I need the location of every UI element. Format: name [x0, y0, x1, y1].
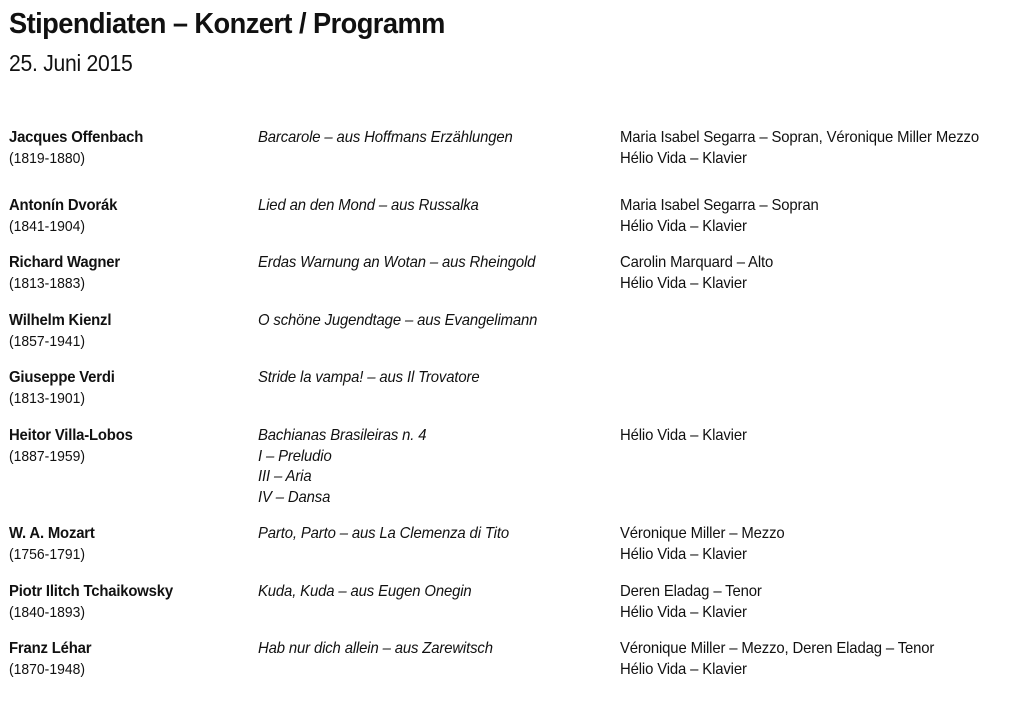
performer-line: Carolin Marquard – Alto	[620, 254, 774, 271]
composer-name: Antonín Dvorák	[9, 197, 118, 214]
work-title: Barcarole – aus Hoffmans Erzählungen	[258, 129, 513, 146]
work-cell	[258, 128, 532, 149]
work-cell	[258, 368, 496, 389]
work-title: Hab nur dich allein – aus Zarewitsch	[258, 640, 493, 657]
work-title: Parto, Parto – aus La Clemenza di Tito	[258, 525, 509, 542]
composer-years: (1887-1959)	[9, 447, 86, 465]
performers-cell	[620, 128, 1006, 169]
performer-line: Hélio Vida – Klavier	[620, 217, 747, 235]
work-title: Lied an den Mond – aus Russalka	[258, 197, 479, 214]
work-cell	[258, 639, 511, 660]
composer-cell	[9, 639, 98, 680]
performers-cell	[620, 426, 756, 447]
composer-years: (1813-1901)	[9, 389, 86, 407]
performers-cell	[620, 582, 772, 623]
performers-cell	[620, 639, 958, 680]
composer-years: (1813-1883)	[9, 274, 86, 292]
composer-name: Jacques Offenbach	[9, 129, 144, 146]
performers-cell	[620, 253, 785, 294]
performer-line: Deren Eladag – Tenor	[620, 583, 762, 600]
performer-line: Véronique Miller – Mezzo, Deren Eladag – Tenor	[620, 640, 935, 657]
composer-years: (1840-1893)	[9, 603, 86, 621]
performer-line: Maria Isabel Segarra – Sopran, Véronique Miller Mezzo	[620, 129, 980, 146]
composer-cell	[9, 524, 101, 565]
work-cell	[258, 311, 558, 332]
composer-name: W. A. Mozart	[9, 525, 95, 542]
composer-name: Wilhelm Kienzl	[9, 312, 112, 329]
composer-name: Giuseppe Verdi	[9, 369, 115, 386]
composer-name: Piotr Ilitch Tchaikowsky	[9, 583, 173, 600]
performer-line: Maria Isabel Segarra – Sopran	[620, 197, 819, 214]
composer-cell	[9, 196, 125, 237]
composer-name: Heitor Villa-Lobos	[9, 427, 133, 444]
performer-line: Hélio Vida – Klavier	[620, 660, 747, 678]
composer-years: (1756-1791)	[9, 545, 86, 563]
work-title: O schöne Jugendtage – aus Evangelimann	[258, 312, 538, 329]
work-movement: IV – Dansa	[258, 488, 331, 506]
work-cell	[258, 524, 528, 545]
performer-line: Hélio Vida – Klavier	[620, 603, 747, 621]
composer-cell	[9, 128, 153, 169]
performers-cell	[620, 196, 834, 237]
page-title: Stipendiaten – Konzert / Programm	[9, 8, 445, 40]
composer-name: Richard Wagner	[9, 254, 120, 271]
work-cell	[258, 426, 439, 508]
performer-line: Véronique Miller – Mezzo	[620, 525, 785, 542]
composer-cell	[9, 582, 185, 623]
composer-years: (1841-1904)	[9, 217, 86, 235]
work-cell	[258, 582, 488, 603]
concert-date: 25. Juni 2015	[9, 50, 133, 76]
work-movement: III – Aria	[258, 468, 312, 485]
work-cell	[258, 253, 556, 274]
composer-name: Franz Léhar	[9, 640, 92, 657]
work-title: Erdas Warnung an Wotan – aus Rheingold	[258, 254, 536, 271]
composer-cell	[9, 253, 128, 294]
work-movement: I – Preludio	[258, 447, 332, 465]
performers-cell	[620, 524, 797, 565]
performer-line: Hélio Vida – Klavier	[620, 427, 747, 444]
performer-line: Hélio Vida – Klavier	[620, 149, 747, 167]
work-title: Stride la vampa! – aus Il Trovatore	[258, 369, 480, 386]
composer-cell	[9, 426, 142, 467]
composer-cell	[9, 368, 123, 409]
composer-years: (1870-1948)	[9, 660, 86, 678]
work-title: Bachianas Brasileiras n. 4	[258, 427, 427, 444]
performer-line: Hélio Vida – Klavier	[620, 274, 747, 292]
composer-years: (1819-1880)	[9, 149, 86, 167]
work-title: Kuda, Kuda – aus Eugen Onegin	[258, 583, 472, 600]
performer-line: Hélio Vida – Klavier	[620, 545, 747, 563]
work-cell	[258, 196, 495, 217]
composer-years: (1857-1941)	[9, 332, 86, 350]
composer-cell	[9, 311, 119, 352]
